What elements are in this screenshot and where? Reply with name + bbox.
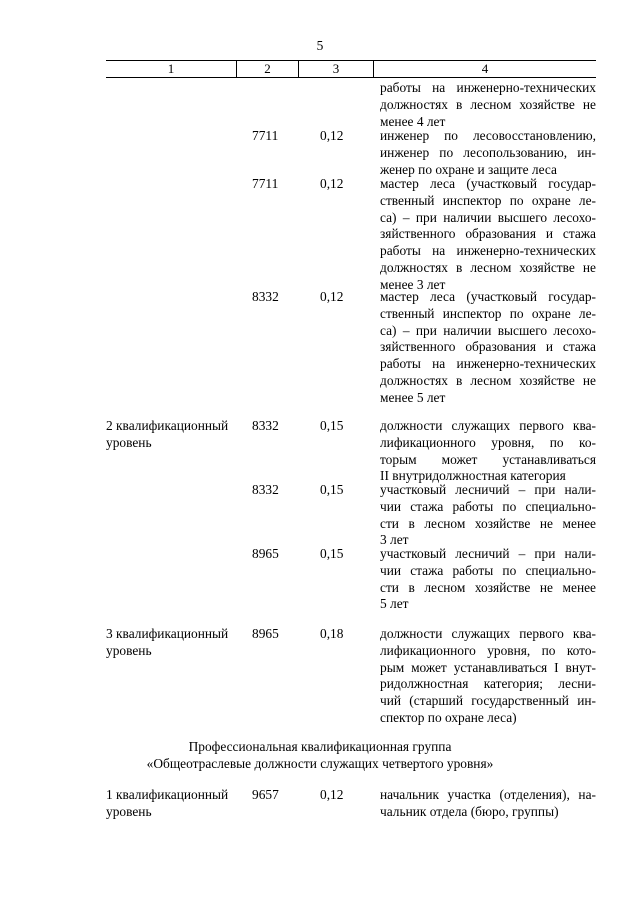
- header-col-3: 3: [332, 61, 340, 76]
- table-row-coefficient: 0,12: [320, 128, 344, 143]
- table-row-coefficient: 0,12: [320, 787, 344, 802]
- table-row-coefficient: 0,15: [320, 546, 344, 561]
- table-row-description: должности служащих первого ква- лификационного уровня, по ко- торым может устанавливаться II внутридолжностная категория: [380, 418, 596, 484]
- header-col-2: 2: [264, 61, 271, 76]
- header-col-1: 1: [167, 61, 175, 76]
- table-row-coefficient: 0,12: [320, 176, 344, 191]
- table-row-coefficient: 0,15: [320, 418, 344, 433]
- table-row-code: 8332: [252, 418, 279, 433]
- header-divider: [298, 60, 299, 77]
- table-row-code: 8332: [252, 289, 279, 304]
- header-col-4: 4: [481, 61, 489, 76]
- table-row-coefficient: 0,15: [320, 482, 344, 497]
- table-row-description: участковый лесничий – при нали- чии стажа работы по специально- сти в лесном хозяйстве не менее 3 лет: [380, 482, 596, 548]
- table-row-level: 2 квалификационный уровень: [106, 418, 229, 450]
- table-row-description: мастер леса (участковый государ- ственный инспектор по охране ле- са) – при наличии высшего лесохо- зяйственного образования и стажа работы на инженерно-технических должностях в лесном хозяйстве не менее 5 лет: [380, 289, 596, 405]
- table-row-coefficient: 0,18: [320, 626, 344, 641]
- table-header: [106, 60, 596, 78]
- table-row-code: 9657: [252, 787, 279, 802]
- header-divider: [373, 60, 374, 77]
- table-row-code: 8965: [252, 546, 279, 561]
- page-number: 5: [316, 38, 324, 53]
- header-divider: [236, 60, 237, 77]
- table-row-code: 8965: [252, 626, 279, 641]
- table-row-code: 8332: [252, 482, 279, 497]
- table-row-description: мастер леса (участковый государ- ственный инспектор по охране ле- са) – при наличии высшего лесохо- зяйственного образования и стажа работы на инженерно-технических должностях в лесном хозяйстве не менее 3 лет: [380, 176, 596, 292]
- group-title: Профессиональная квалификационная группа «Общеотраслевые должности служащих четвертого уровня»: [146, 739, 494, 771]
- table-row-description: работы на инженерно-технических должностях в лесном хозяйстве не менее 4 лет: [380, 80, 596, 129]
- table-row-code: 7711: [252, 176, 279, 191]
- table-row-code: 7711: [252, 128, 279, 143]
- table-row-description: инженер по лесовосстановлению, инженер по лесопользованию, ин- женер по охране и защите леса: [380, 128, 596, 177]
- table-row-description: участковый лесничий – при нали- чии стажа работы по специально- сти в лесном хозяйстве не менее 5 лет: [380, 546, 596, 612]
- table-row-level: 1 квалификационный уровень: [106, 787, 229, 819]
- table-row-description: должности служащих первого ква- лификационного уровня, по кото- рым может устанавливаться I внут- ридолжностная категория; лесни- чий (старший государственный ин- спектор по охране леса): [380, 626, 596, 725]
- table-row-level: 3 квалификационный уровень: [106, 626, 229, 658]
- table-row-description: начальник участка (отделения), на- чальник отдела (бюро, группы): [380, 787, 596, 819]
- table-row-coefficient: 0,12: [320, 289, 344, 304]
